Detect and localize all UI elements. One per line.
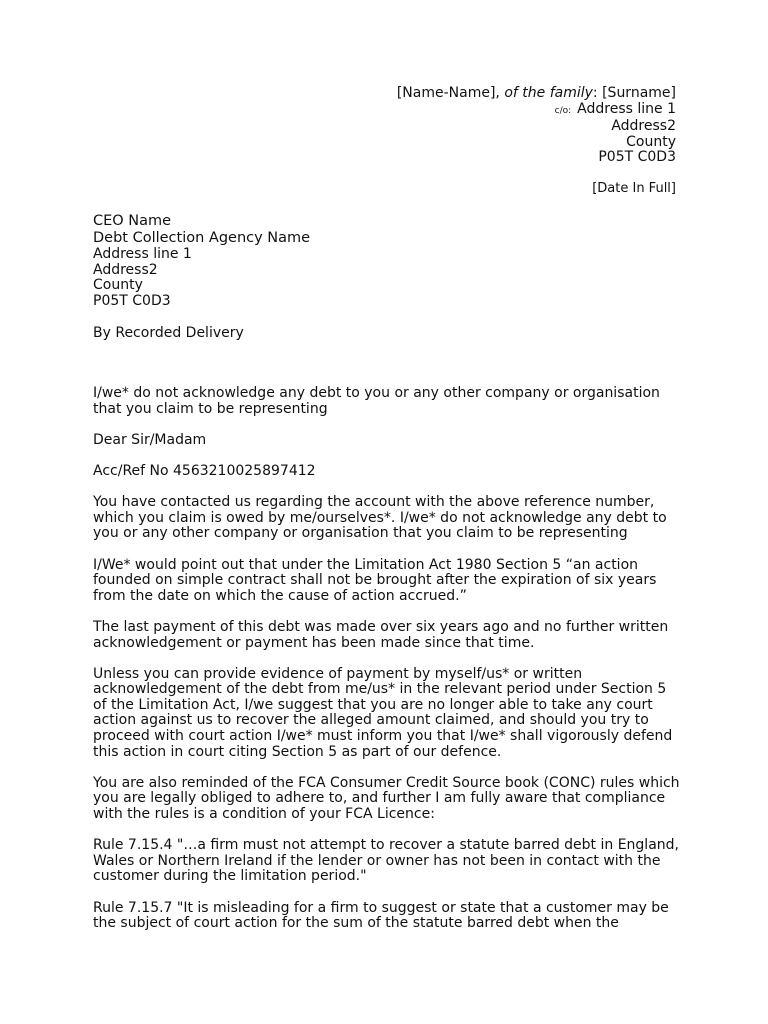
care-of-label: c/o:	[554, 105, 572, 116]
body-paragraph: You have contacted us regarding the account with the above reference number, which you claim is owed by me/ourselves*. I/we* do not acknowledge any debt to you or any other company or organisation that you claim to be representing	[93, 494, 667, 542]
sender-address-line1	[397, 102, 676, 120]
recipient-address2: Address2	[93, 261, 158, 278]
letter-date: [Date In Full]	[592, 180, 676, 196]
body-paragraph: The last payment of this debt was made over six years ago and no further written acknowledgement or payment has been made since that time.	[93, 618, 669, 651]
sender-address-block	[397, 86, 676, 196]
sender-name	[397, 86, 676, 102]
recipient-postcode: P05T C0D3	[93, 292, 171, 309]
body-paragraph: Rule 7.15.4 "…a firm must not attempt to recover a statute barred debt in England, Wales or Northern Ireland if the lender or owner has not been in contact with the customer during the limitation period."	[93, 837, 679, 885]
body-paragraph: You are also reminded of the FCA Consumer Credit Source book (CONC) rules which you are legally obliged to adhere to, and further I am fully aware that compliance with the rules is a condition of your FCA Licence:	[93, 774, 680, 823]
sender-name-prefix: [Name-Name],	[396, 85, 505, 101]
sender-address2: Address2	[611, 118, 676, 134]
recipient-ceo: CEO Name	[93, 213, 172, 229]
body-paragraph: Rule 7.15.7 "It is misleading for a firm to suggest or state that a customer may be the subject of court action for the sum of the statute barred debt when the	[93, 899, 669, 932]
body-paragraph: I/We* would point out that under the Limitation Act 1980 Section 5 “an action founded on simple contract shall not be brought after the expiration of six years from the date on which the cause of action accrued.”	[93, 556, 657, 604]
recipient-agency: Debt Collection Agency Name	[93, 230, 311, 246]
delivery-method: By Recorded Delivery	[93, 325, 244, 341]
sender-postcode: P05T C0D3	[598, 149, 676, 165]
salutation: Dear Sir/Madam	[93, 431, 207, 448]
recipient-address-line1: Address line 1	[93, 246, 192, 262]
sender-address-line1-text: Address line 1	[577, 100, 676, 117]
recipient-county: County	[93, 277, 143, 294]
sender-name-italic: of the family	[504, 85, 593, 101]
recipient-address-block	[93, 213, 310, 309]
body-paragraph: Unless you can provide evidence of payment by myself/us* or written acknowledgement of the debt from me/us* in the relevant period under Section 5 of the Limitation Act, I/we suggest that you are no longer able to take any court action against us to recover the alleged amount claimed, and should you try to proceed with court action I/we* must inform you that I/we* shall vigorously defend this action in court citing Section 5 as part of our defence.	[93, 665, 673, 760]
account-reference: Acc/Ref No 4563210025897412	[93, 462, 316, 479]
letter-body	[93, 386, 683, 947]
sender-name-suffix: : [Surname]	[592, 85, 676, 101]
subject-line: I/we* do not acknowledge any debt to you or any other company or organisation that you claim to be representing	[93, 385, 660, 417]
sender-county: County	[626, 133, 676, 150]
